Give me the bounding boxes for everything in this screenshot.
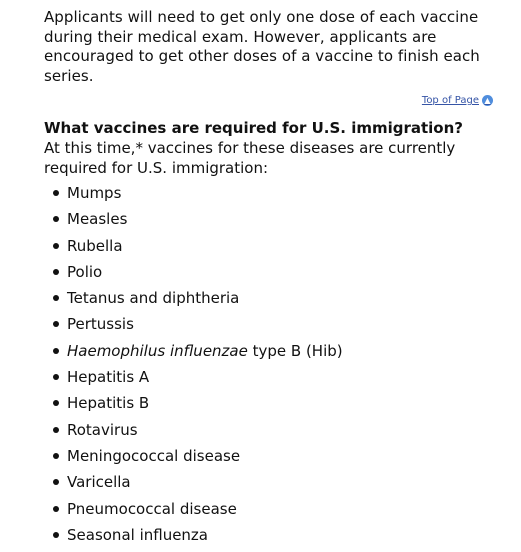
list-item <box>67 525 343 551</box>
top-of-page-label: Top of Page <box>421 95 479 106</box>
arrow-up-circle-icon: ▲ <box>482 95 493 106</box>
list-item <box>67 367 343 393</box>
list-item-label: Polio <box>67 262 103 281</box>
section-heading: What vaccines are required for U.S. immigration? <box>44 119 463 137</box>
list-item-label: Mumps <box>67 184 122 202</box>
bullet-icon <box>53 479 59 485</box>
bullet-icon <box>53 427 59 433</box>
list-item-label: type B (Hib) <box>247 341 343 360</box>
bullet-icon <box>53 321 59 327</box>
list-item-label: Pertussis <box>67 315 134 334</box>
bullet-icon <box>53 374 59 380</box>
vaccine-list <box>67 183 343 551</box>
bullet-icon <box>53 348 59 354</box>
list-item-label: Seasonal influenza <box>67 525 208 544</box>
list-item <box>67 446 343 472</box>
list-item <box>67 183 343 209</box>
list-item <box>67 499 343 525</box>
list-item <box>67 288 343 314</box>
list-item-label: Pneumococcal disease <box>67 499 237 518</box>
list-item-label: Hepatitis A <box>67 368 150 387</box>
list-item-label: Rubella <box>67 236 123 255</box>
list-item <box>67 341 343 367</box>
intro-paragraph: Applicants will need to get only one dose of each vaccine during their medical exam. However, applicants are encouraged to get other doses of a vaccine to finish each series. <box>44 8 480 85</box>
bullet-icon <box>53 506 59 512</box>
bullet-icon <box>53 532 59 538</box>
bullet-icon <box>53 216 59 222</box>
bullet-icon <box>53 269 59 275</box>
list-item-italic-label: Haemophilus influenzae <box>67 341 248 360</box>
bullet-icon <box>53 190 59 196</box>
bullet-icon <box>53 453 59 459</box>
list-item <box>67 420 343 446</box>
list-item <box>67 262 343 288</box>
list-item-label: Rotavirus <box>67 420 138 439</box>
list-item-label: Varicella <box>67 473 131 492</box>
section-description: At this time,* vaccines for these diseases are currently required for U.S. immigration: <box>44 139 456 177</box>
list-item <box>67 472 343 498</box>
list-item <box>67 236 343 262</box>
list-item <box>67 314 343 340</box>
bullet-icon <box>53 243 59 249</box>
list-item-label: Tetanus and diphtheria <box>67 289 240 308</box>
list-item-label: Hepatitis B <box>67 394 150 413</box>
list-item-label: Meningococcal disease <box>67 446 241 465</box>
list-item-label: Measles <box>67 210 128 229</box>
bullet-icon <box>53 295 59 301</box>
list-item <box>67 209 343 235</box>
bullet-icon <box>53 400 59 406</box>
top-of-page-link[interactable] <box>422 95 493 106</box>
list-item <box>67 393 343 419</box>
